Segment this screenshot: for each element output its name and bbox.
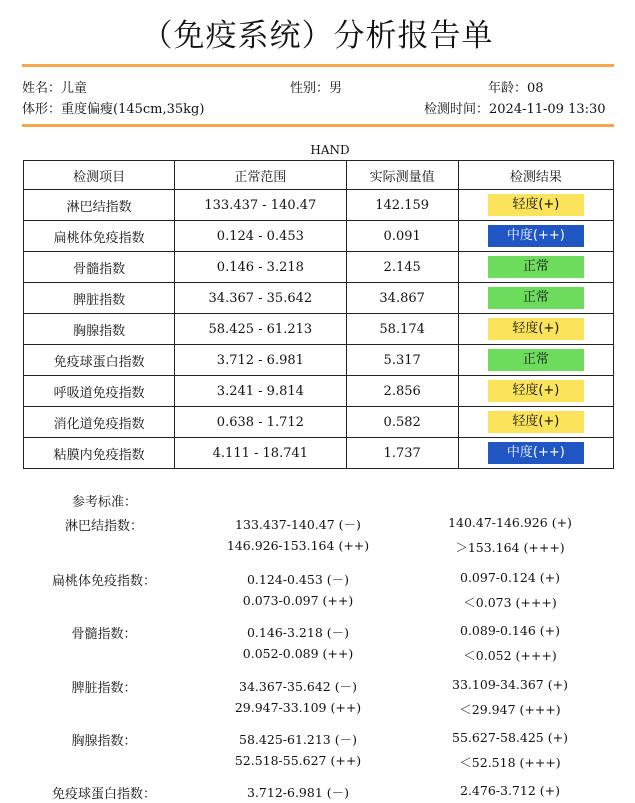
table-row bbox=[24, 314, 614, 345]
table-header-row bbox=[24, 161, 614, 190]
value-cell: 142.159 bbox=[346, 190, 458, 221]
reference-range: 34.367-35.642 (－) bbox=[239, 679, 357, 694]
header-value: 实际测量值 bbox=[346, 161, 458, 190]
section-label: HAND bbox=[310, 143, 350, 157]
reference-range: 146.926-153.164 (++) bbox=[226, 538, 370, 553]
table-row bbox=[24, 252, 614, 283]
report-title: （免疫系统）分析报告单 bbox=[141, 18, 494, 54]
reference-range: 33.109-34.367 (+) bbox=[452, 677, 568, 692]
item-cell: 呼吸道免疫指数 bbox=[24, 376, 175, 407]
reference-range: ＜0.073 (+++) bbox=[463, 595, 557, 610]
reference-range: 0.146-3.218 (－) bbox=[246, 625, 350, 640]
range-cell: 133.437 - 140.47 bbox=[175, 190, 346, 221]
value-cell: 5.317 bbox=[346, 345, 458, 376]
result-badge: 中度(++) bbox=[488, 225, 584, 247]
range-cell: 4.111 - 18.741 bbox=[175, 438, 346, 469]
result-badge: 正常 bbox=[488, 349, 584, 371]
reference-range: 0.089-0.146 (+) bbox=[460, 623, 560, 638]
item-cell: 粘膜内免疫指数 bbox=[24, 438, 175, 469]
reference-range: 140.47-146.926 (+) bbox=[448, 515, 572, 530]
result-badge: 正常 bbox=[488, 287, 584, 309]
item-cell: 免疫球蛋白指数 bbox=[24, 345, 175, 376]
reference-item-name: 胸腺指数： bbox=[71, 734, 137, 749]
result-cell bbox=[458, 407, 613, 438]
result-badge: 轻度(+) bbox=[488, 411, 584, 433]
range-cell: 0.638 - 1.712 bbox=[175, 407, 346, 438]
reference-item-name: 免疫球蛋白指数： bbox=[51, 787, 156, 802]
header-rule-top bbox=[22, 64, 614, 67]
item-cell: 胸腺指数 bbox=[24, 314, 175, 345]
reference-item-name: 骨髓指数： bbox=[71, 627, 137, 642]
item-cell: 扁桃体免疫指数 bbox=[24, 221, 175, 252]
header-item: 检测项目 bbox=[24, 161, 175, 190]
range-cell: 0.146 - 3.218 bbox=[175, 252, 346, 283]
header-range: 正常范围 bbox=[175, 161, 346, 190]
result-cell bbox=[458, 345, 613, 376]
reference-range: ＜29.947 (+++) bbox=[459, 702, 561, 717]
reference-range: 29.947-33.109 (++) bbox=[234, 700, 362, 715]
value-cell: 2.145 bbox=[346, 252, 458, 283]
table-row bbox=[24, 376, 614, 407]
item-cell: 消化道免疫指数 bbox=[24, 407, 175, 438]
reference-item-name: 脾脏指数： bbox=[71, 681, 137, 696]
result-cell bbox=[458, 283, 613, 314]
range-cell: 3.712 - 6.981 bbox=[175, 345, 346, 376]
table-row bbox=[24, 283, 614, 314]
result-badge: 正常 bbox=[488, 256, 584, 278]
range-cell: 0.124 - 0.453 bbox=[175, 221, 346, 252]
result-cell bbox=[458, 314, 613, 345]
table-row bbox=[24, 345, 614, 376]
table-row bbox=[24, 221, 614, 252]
range-cell: 34.367 - 35.642 bbox=[175, 283, 346, 314]
reference-heading: 参考标准： bbox=[72, 495, 138, 510]
reference-range: 55.627-58.425 (+) bbox=[452, 730, 568, 745]
reference-range: 58.425-61.213 (－) bbox=[239, 732, 357, 747]
item-cell: 淋巴结指数 bbox=[24, 190, 175, 221]
result-cell bbox=[458, 438, 613, 469]
header-result: 检测结果 bbox=[458, 161, 613, 190]
result-badge: 轻度(+) bbox=[488, 380, 584, 402]
table-row bbox=[24, 190, 614, 221]
results-table bbox=[23, 160, 614, 469]
value-cell: 34.867 bbox=[346, 283, 458, 314]
range-cell: 58.425 - 61.213 bbox=[175, 314, 346, 345]
patient-body: 体形：重度偏瘦(145cm,35kg) bbox=[22, 102, 205, 117]
reference-range: 0.073-0.097 (++) bbox=[242, 593, 354, 608]
result-badge: 轻度(+) bbox=[488, 194, 584, 216]
item-cell: 脾脏指数 bbox=[24, 283, 175, 314]
reference-range: ＞153.164 (+++) bbox=[455, 540, 565, 555]
reference-range: 2.476-3.712 (+) bbox=[460, 783, 560, 798]
reference-range: 0.052-0.089 (++) bbox=[242, 646, 354, 661]
value-cell: 0.091 bbox=[346, 221, 458, 252]
table-row bbox=[24, 407, 614, 438]
result-cell bbox=[458, 221, 613, 252]
result-cell bbox=[458, 190, 613, 221]
header-rule-bottom bbox=[22, 124, 614, 127]
range-cell: 3.241 - 9.814 bbox=[175, 376, 346, 407]
reference-range: 133.437-140.47 (－) bbox=[235, 517, 361, 532]
reference-item-name: 淋巴结指数： bbox=[64, 519, 143, 534]
reference-range: ＜0.052 (+++) bbox=[463, 648, 557, 663]
test-time: 检测时间：2024-11-09 13:30 bbox=[424, 102, 606, 117]
result-badge: 中度(++) bbox=[488, 442, 584, 464]
item-cell: 骨髓指数 bbox=[24, 252, 175, 283]
reference-range: 3.712-6.981 (－) bbox=[246, 785, 350, 800]
patient-gender: 性别：男 bbox=[290, 81, 343, 96]
patient-age: 年龄：08 bbox=[488, 81, 544, 96]
table-row bbox=[24, 438, 614, 469]
result-badge: 轻度(+) bbox=[488, 318, 584, 340]
reference-range: 0.124-0.453 (－) bbox=[246, 572, 350, 587]
reference-range: 0.097-0.124 (+) bbox=[460, 570, 560, 585]
value-cell: 2.856 bbox=[346, 376, 458, 407]
value-cell: 1.737 bbox=[346, 438, 458, 469]
reference-item-name: 扁桃体免疫指数： bbox=[51, 574, 156, 589]
value-cell: 0.582 bbox=[346, 407, 458, 438]
reference-range: ＜52.518 (+++) bbox=[459, 755, 561, 770]
result-cell bbox=[458, 252, 613, 283]
patient-name: 姓名：儿童 bbox=[22, 81, 88, 96]
reference-range: 52.518-55.627 (++) bbox=[234, 753, 362, 768]
value-cell: 58.174 bbox=[346, 314, 458, 345]
result-cell bbox=[458, 376, 613, 407]
